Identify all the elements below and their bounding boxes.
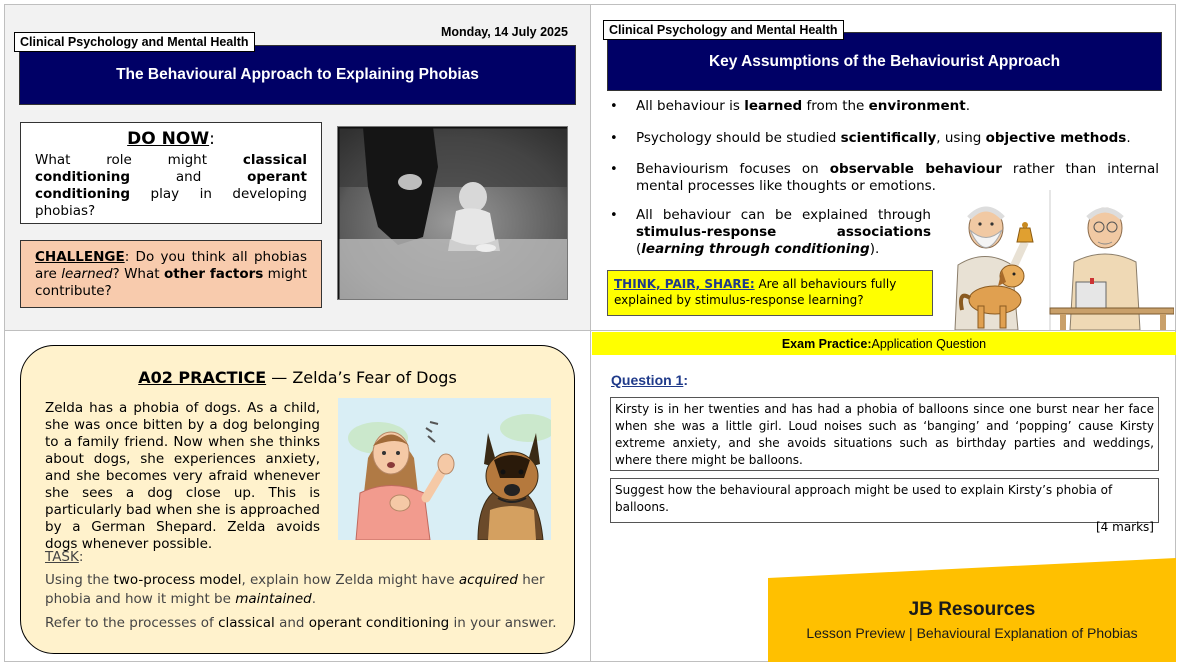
brand-banner xyxy=(768,558,1176,662)
assumption-1: • All behaviour is learned from the environment. xyxy=(610,98,970,114)
assumption-3: • Behaviourism focuses on observable behaviour rather than internal mental processes like thoughts or emotions. xyxy=(610,161,1159,194)
refer-text: Refer to the processes of classical and operant conditioning in your answer. xyxy=(45,615,557,631)
challenge-box: CHALLENGE: Do you think all phobias are learned? What other factors might contribute? xyxy=(20,240,322,308)
question-prompt: Suggest how the behavioural approach might be used to explain Kirsty’s phobia of balloons. xyxy=(615,483,1113,514)
marks-label: [4 marks] xyxy=(1096,520,1154,534)
zelda-scenario: Zelda has a phobia of dogs. As a child, she was once bitten by a dog belonging to a family friend. Now when she thinks about dogs, she experiences anxiety, and she becomes very afraid whenever she sees a dog close up. This is particularly bad when she is approached by a German Shepard. Zelda avoids dogs whenever possible. xyxy=(45,400,320,552)
assumption-2: • Psychology should be studied scientifically, using objective methods. xyxy=(610,130,1131,146)
brand-name: JB Resources xyxy=(908,599,1036,620)
woman-and-dog-illustration xyxy=(338,398,551,540)
do-now-heading: DO NOW: xyxy=(127,129,215,149)
experiment-photo xyxy=(337,126,568,300)
pavlov-skinner-illustration xyxy=(940,190,1174,330)
slide-2-title: Key Assumptions of the Behaviourist Approach xyxy=(607,32,1162,91)
zelda-illustration xyxy=(338,398,551,540)
slide-1-title: The Behavioural Approach to Explaining Phobias xyxy=(19,45,576,105)
lesson-date: Monday, 14 July 2025 xyxy=(441,25,568,39)
question-label: Question 1: xyxy=(611,372,689,388)
a02-title: A02 PRACTICE — Zelda’s Fear of Dogs xyxy=(138,368,457,387)
subject-tab-2: Clinical Psychology and Mental Health xyxy=(603,20,844,40)
do-now-text: What role might classical conditioning and operant conditioning play in developing phobias? xyxy=(35,152,307,219)
assumption-4: • All behaviour can be explained through stimulus-response associations (learning through conditioning). xyxy=(610,207,931,257)
question-prompt-box xyxy=(610,478,1159,534)
think-pair-share-box: THINK, PAIR, SHARE: Are all behaviours fully explained by stimulus-response learning? xyxy=(607,270,933,316)
kirsty-scenario: Kirsty is in her twenties and has had a phobia of balloons since one burst near her face when she was a little girl. Loud noises such as ‘banging’ and ‘popping’ cause Kirsty extreme anxiety, and she avoids situations such as birthday parties and weddings, where there might be balloons. xyxy=(610,397,1159,471)
scientists-illustration xyxy=(940,190,1174,330)
baby-photo-illustration xyxy=(338,127,568,300)
brand-tagline: Lesson Preview | Behavioural Explanation of Phobias xyxy=(806,625,1138,641)
task-text: Using the two-process model, explain how Zelda might have acquired her phobia and how it might be maintained. xyxy=(45,572,545,607)
task-label: TASK: xyxy=(45,549,84,565)
subject-tab: Clinical Psychology and Mental Health xyxy=(14,32,255,52)
exam-practice-bar: Exam Practice: Application Question xyxy=(592,332,1176,355)
do-now-box xyxy=(20,122,322,224)
